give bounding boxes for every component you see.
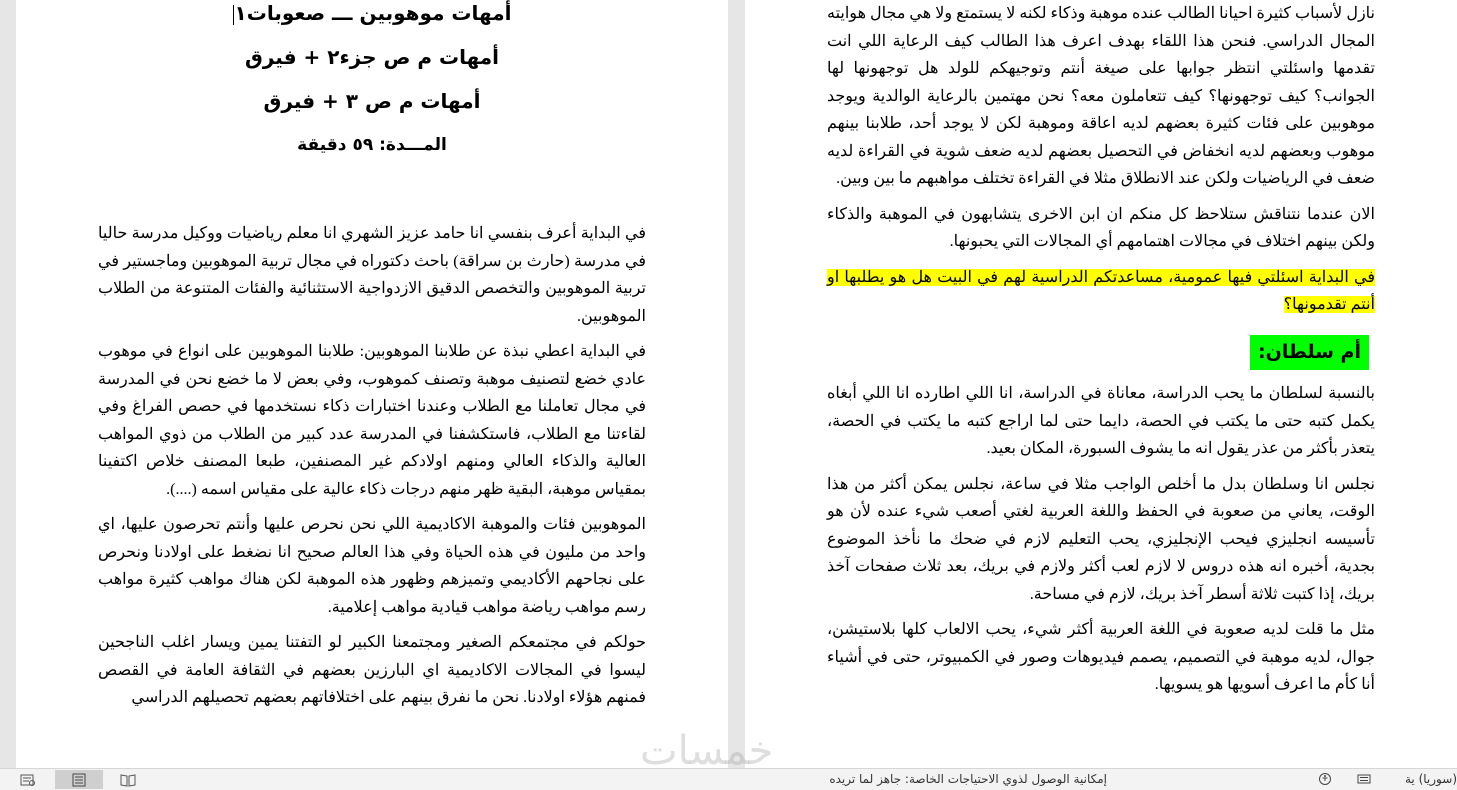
- status-bar: [0, 768, 1457, 790]
- watermark: خمسات: [640, 728, 774, 768]
- paragraph[interactable]: الموهوبين فئات والموهبة الاكاديمية اللي نحن نحرص عليها وأنتم تحرصون عليها، اي واحد من مليون في هذه الحياة وفي هذا العالم صحيح انا نضغط على اولادنا ونحرص على نجاحهم الأكاديمي وتميزهم وظهور هذه الموهبة لكن هناك مواهب كثيرة مواهب رسم مواهب رياضة مواهب قيادية مواهب إعلامية.: [98, 516, 646, 616]
- paragraph[interactable]: بالنسبة لسلطان ما يحب الدراسة، معاناة في الدراسة، انا اللي اطارده انا اللي أبغاه يكمل كتبه حتى ما يكتب في الحصة، دايما حتى لما اراجع كتبه ما يكتب في الحصة، يتعذر بأكثر من عذر يقول انه ما يشوف السبورة، المكان بعيد.: [827, 385, 1375, 457]
- document-page-right[interactable]: [745, 0, 1457, 768]
- document-page-left[interactable]: [16, 0, 728, 768]
- keyboard-language-icon: [1357, 772, 1371, 786]
- speaker-label[interactable]: أم سلطان:: [1250, 335, 1369, 371]
- web-layout-button[interactable]: [104, 770, 152, 789]
- page-right-content[interactable]: [827, 0, 1375, 707]
- document-title[interactable]: [98, 0, 646, 26]
- paragraph[interactable]: مثل ما قلت لديه صعوبة في اللغة العربية أكثر شيء، يحب الالعاب كلها بلاستيشن، جوال، لديه موهبة في التصميم، يصمم فيديوهات وصور في الكمبيوتر، حتى في أشياء أنا كأم ما اعرف أسويها هو يسويها.: [827, 621, 1375, 693]
- accessibility-icon: [1318, 772, 1332, 786]
- paragraph[interactable]: نازل لأسباب كثيرة احيانا الطالب عنده موهبة وذكاء لكنه لا يستمتع ولا هي مجال هوايته المجال الدراسي. فنحن هذا اللقاء بهدف اعرف هذا الطالب كيف الرعاية اللي انت تقدمها واسئلتي انتظر جوابها على صيغة أنتم وتوجيهكم للولد هل توجهونها لها الجوانب؟ كيف توجهونها؟ كيف تتعاملون معه؟ نحن مهتمين بالرعاية الوالدية ويوجد موهوبين على فئات كثيرة بعضهم لديه اعاقة وموهبة لكن لا يوجد أحد، طلابنا بينهم موهوب وبعضهم لديه انخفاض في التحصيل بعضهم لديه ضعف شوية في القراءة لديه ضعف في الرياضيات ولكن عند الانطلاق مثلا في القراءة تختلف مواهبهم ما بين وبين.: [827, 5, 1376, 187]
- document-duration[interactable]: المـــدة: ٥٩ دقيقة: [297, 135, 447, 155]
- speaker-row: [827, 327, 1375, 381]
- read-mode-icon: [20, 773, 36, 787]
- paragraph[interactable]: نجلس انا وسلطان بدل ما أخلص الواجب مثلا في ساعة، نجلس يمكن أكثر من هذا الوقت، يعاني من صعوبة في الحفظ واللغة العربية لغتي أصعب شيء عنده لأن هو تأسيسه انجليزي فيحب الإنجليزي، يحب التعليم لازم في ضحك ما نأخذ الموضوع بجدية، أخبره انه هذه دروس لا لازم لعب أكثر ولازم في بريك، بعد ثلاث صفحات آخذ بريك، إذا كتبت ثلاثة أسطر آخذ بريك، لازم في مساحة.: [827, 475, 1375, 603]
- paragraph[interactable]: الان عندما نتناقش ستلاحظ كل منكم ان ابن الاخرى يتشابهون في الموهبة والذكاء ولكن بينهم اختلاف في مجالات اهتمامهم أي المجالات التي يحبونها.: [827, 205, 1375, 250]
- paragraph[interactable]: حولكم في مجتمعكم الصغير ومجتمعنا الكبير لو التفتنا يمين ويسار اغلب الناجحين ليسوا في المجالات الاكاديمية اي البارزين بعضهم في الثقافة العامة في القصص فمنهم هؤلاء اولادنا. نحن ما نفرق بينهم على اختلافاتهم بعضهم تحصيلهم الدراسي: [98, 634, 646, 706]
- page-left-content[interactable]: [98, 0, 646, 720]
- web-layout-icon: [120, 773, 136, 787]
- print-layout-button[interactable]: [55, 770, 103, 789]
- document-subtitle-1[interactable]: أمهات م ص جزء٢ + فيرق: [244, 45, 500, 69]
- read-mode-button[interactable]: [4, 770, 52, 789]
- highlighted-question-text: في البداية اسئلتي فيها عمومية، مساعدتكم الدراسية لهم في البيت هل هو يطلبها او أنتم تقدمونها؟: [827, 268, 1375, 313]
- language-status[interactable]: (سوريا) ية: [1405, 772, 1457, 786]
- document-subtitle-2[interactable]: أمهات م ص ٣ + فيرق: [263, 89, 481, 113]
- accessibility-status[interactable]: إمكانية الوصول لذوي الاحتياجات الخاصة: جاهز لما تريده: [829, 772, 1107, 786]
- text-cursor: [233, 5, 234, 25]
- document-title-text: أمهات موهوبين ـــ صعوبات١: [234, 1, 512, 25]
- paragraph[interactable]: في البداية أعرف بنفسي انا حامد عزيز الشهري انا معلم رياضيات ووكيل مدرسة حاليا في مدرسة (حارث بن سراقة) باحث دكتوراه في مجال تربية الموهوبين وماجستير في تربية الموهوبين والتخصص الدقيق الازدواجية الاستثنائية والفئات المتنوعة من الطلاب الموهوبين.: [98, 225, 646, 325]
- print-layout-icon: [71, 773, 87, 787]
- highlighted-question[interactable]: [827, 264, 1375, 319]
- paragraph[interactable]: في البداية اعطي نبذة عن طلابنا الموهوبين: طلابنا الموهوبين على انواع في موهوب عادي خضع لتصنيف موهبة وتصنف كموهوب، وفي بعض لا ما خضع نحن في المدرسة في مجال تعاملنا مع الطلاب وعندنا اختبارات ذكاء نستخدمها في حصص الفراغ وفي لقاءتنا مع الطلاب، فاستكشفنا في المدرسة عدد كبير من الطلاب من ذوي المواهب العالية والذكاء العالي ومنهم اولادكم غير المصنفين، طبعا المصنف خلاص اكتفينا بمقياس موهبة، البقية ظهر منهم درجات ذكاء عالية على مقياس اسمه (....).: [98, 343, 646, 498]
